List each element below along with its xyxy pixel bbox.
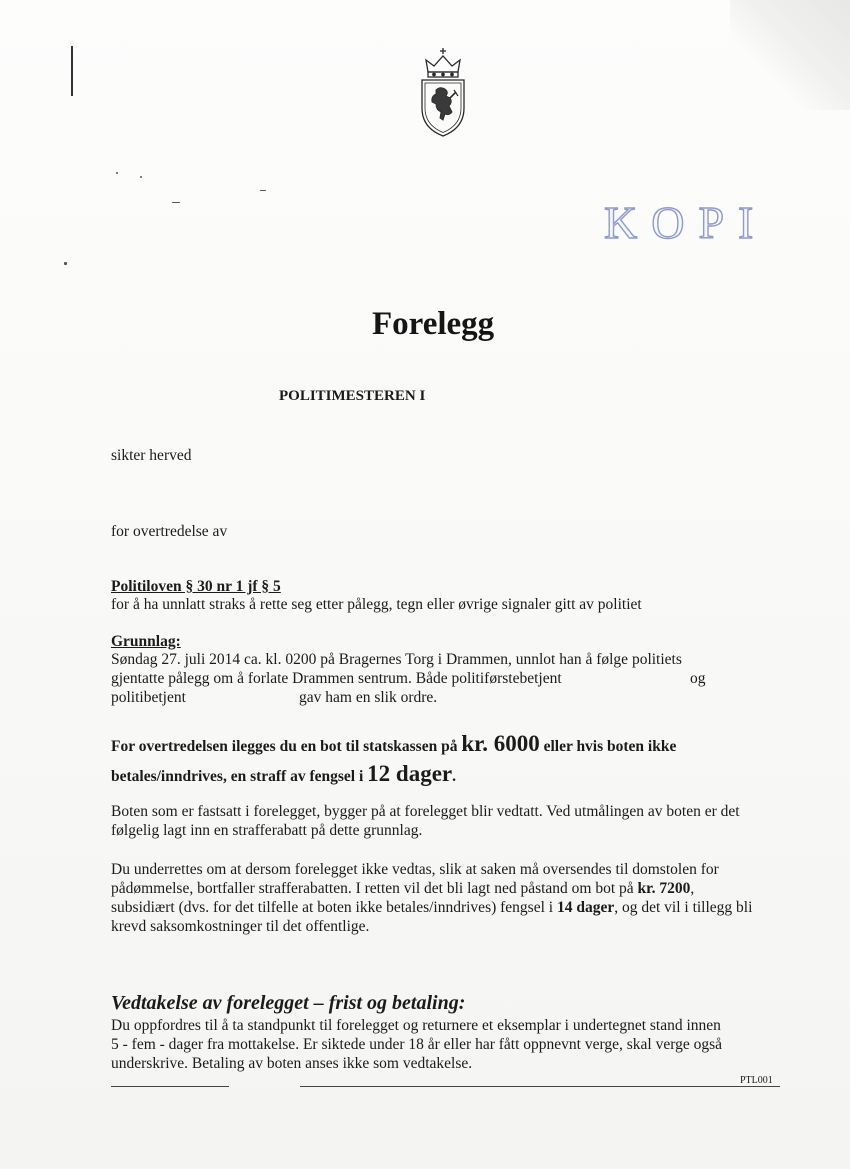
acceptance-heading: Vedtakelse av forelegget – frist og betaling: [111,992,466,1014]
grounds-og: og [690,670,706,687]
footer-rule [300,1086,780,1087]
penalty-text: . [452,768,457,785]
paragraph-2-line: krevd saksomkostninger til det offentlige. [111,918,370,935]
margin-mark [71,46,73,96]
paragraph-2-line: Du underrettes om at dersom forelegget ikke vedtas, slik at saken må oversendes til domstolen for [111,861,719,878]
grounds-line: politibetjent [111,689,186,706]
scan-speck [64,262,67,265]
grounds-heading: Grunnlag: [111,633,181,650]
paragraph-1-line: Boten som er fastsatt i forelegget, bygger på at forelegget blir vedtatt. Ved utmålingen av boten er det [111,803,740,820]
penalty-text: For overtredelsen ilegges du en bot til statskassen på [111,738,462,755]
paragraph-text: subsidiært (dvs. for det tilfelle at boten ikke betales/inndrives) fengsel i [111,899,557,916]
penalty-line-1 [111,731,676,757]
law-heading: Politiloven § 30 nr 1 jf § 5 [111,578,281,595]
acceptance-line: 5 - fem - dager fra mottakelse. Er siktede under 18 år eller har fått oppnevnt verge, skal verge også [111,1036,723,1053]
scan-speck [260,190,266,191]
paragraph-text: pådømmelse, bortfaller strafferabatten. I retten vil det bli lagt ned påstand om bot på [111,880,638,897]
paragraph-2-line [111,898,752,918]
scan-speck [172,202,180,203]
paragraph-2-line [111,879,694,899]
paragraph-text: , og det vil i tillegg bli [614,899,753,916]
penalty-text: betales/inndrives, en straff av fengsel i [111,768,368,785]
document-title: Forelegg [372,306,495,342]
form-code: PTL001 [740,1075,773,1086]
law-text: for å ha unnlatt straks å rette seg etter pålegg, tegn eller øvrige signaler gitt av politiet [111,596,642,613]
prison-days: 12 dager [367,761,453,786]
scan-speck [140,176,142,178]
acceptance-line: underskrive. Betaling av boten anses ikke som vedtakelse. [111,1055,473,1072]
court-fine-amount: kr. 7200 [637,880,691,897]
coat-of-arms-icon [416,46,470,138]
violation-intro: for overtredelse av [111,523,228,540]
grounds-line: gav ham en slik ordre. [299,689,438,706]
acceptance-line: Du oppfordres til å ta standpunkt til forelegget og returnere et eksemplar i undertegnet stand innen [111,1017,721,1034]
footer-rule [111,1086,229,1087]
court-prison-days: 14 dager [556,899,615,916]
paragraph-text: , [690,880,695,897]
kopi-stamp: KOPI [604,197,768,248]
page-corner-fold [730,0,850,110]
grounds-line: gjentatte pålegg om å forlate Drammen sentrum. Både politiførstebetjent [111,670,562,687]
paragraph-1-line: følgelig lagt inn en strafferabatt på dette grunnlag. [111,822,423,839]
charge-intro: sikter herved [111,447,192,464]
grounds-line: Søndag 27. juli 2014 ca. kl. 0200 på Bragernes Torg i Drammen, unnlot han å følge politiets [111,651,682,668]
scan-speck [116,172,118,174]
issuing-authority: POLITIMESTEREN I [279,388,426,404]
fine-amount: kr. 6000 [461,731,540,756]
penalty-line-2 [111,761,456,787]
penalty-text: eller hvis boten ikke [539,738,677,755]
